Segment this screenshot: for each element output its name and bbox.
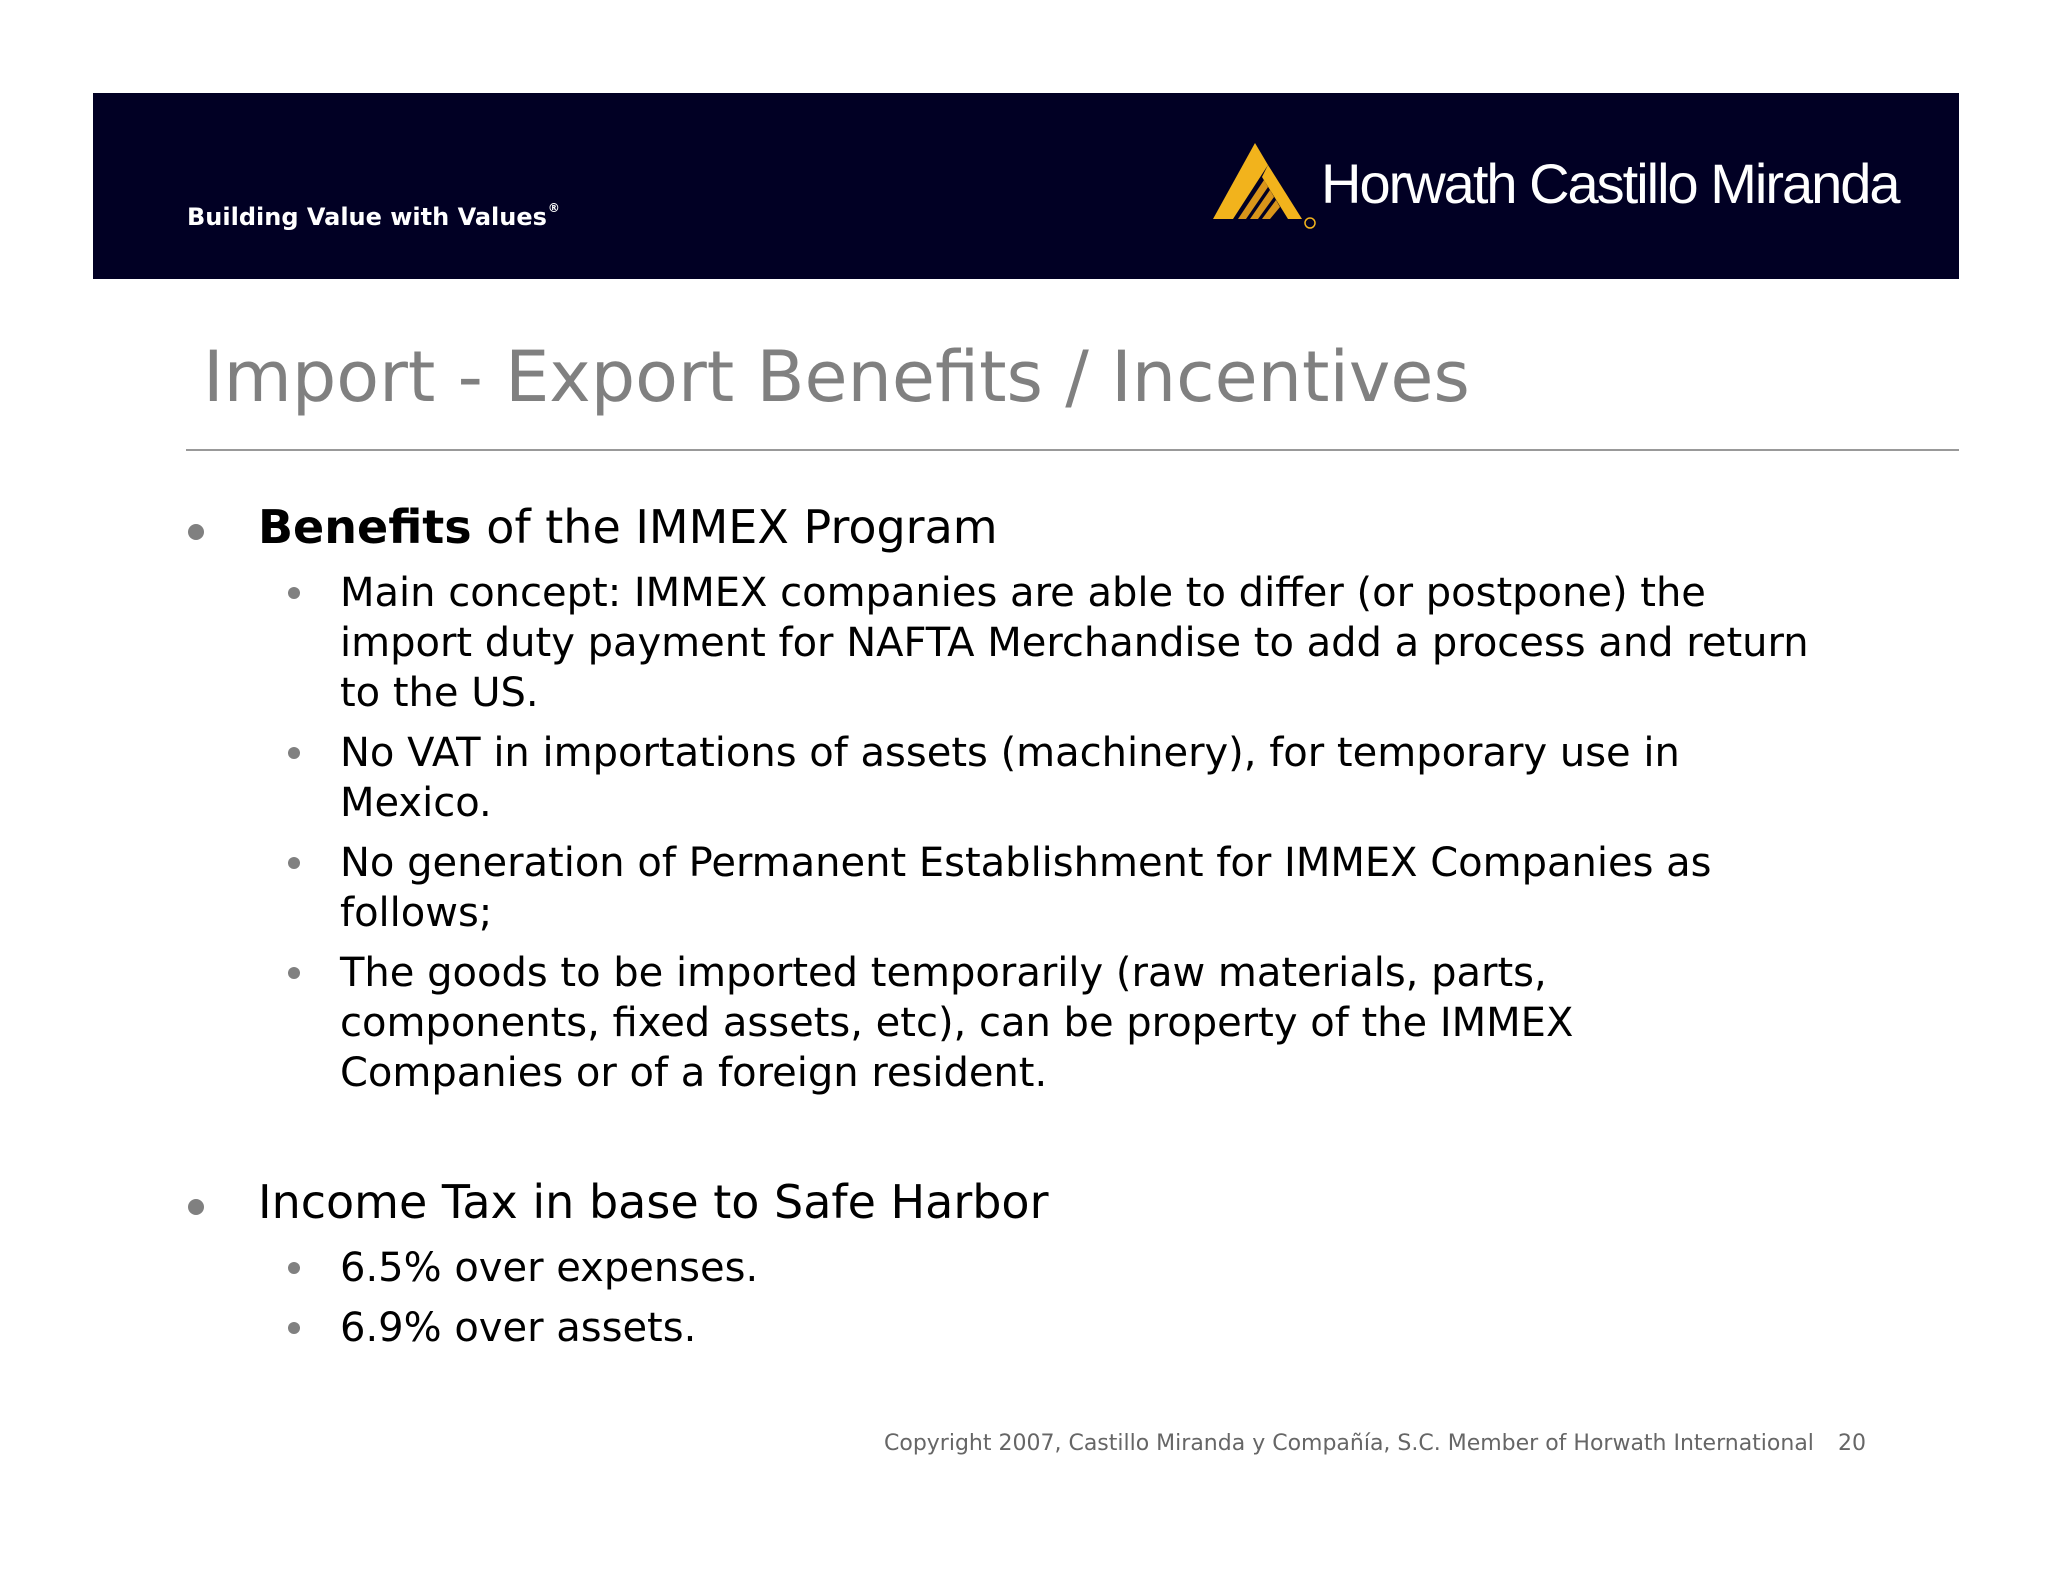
copyright-notice: Copyright 2007, Castillo Miranda y Compañía, S.C. Member of Horwath International bbox=[884, 1431, 1814, 1456]
section-heading-income-tax: Income Tax in base to Safe Harbor bbox=[258, 1175, 1049, 1229]
bullet-dot bbox=[288, 587, 300, 599]
list-item: No generation of Permanent Establishment for IMMEX Companies as follows; bbox=[340, 840, 1712, 936]
tagline-text: Building Value with Values bbox=[187, 203, 547, 231]
bullet-dot bbox=[188, 1199, 204, 1215]
tagline bbox=[187, 203, 560, 231]
list-item: The goods to be imported temporarily (raw materials, parts, components, fixed assets, etc), can be property of the IMMEX Companies or of a foreign resident. bbox=[340, 950, 1574, 1096]
page-number: 20 bbox=[1838, 1431, 1866, 1456]
list-item: 6.5% over expenses. bbox=[340, 1245, 759, 1291]
bullet-dot bbox=[288, 967, 300, 979]
bullet-dot bbox=[288, 747, 300, 759]
slide-title: Import - Export Benefits / Incentives bbox=[203, 336, 1470, 418]
registered-mark: ® bbox=[547, 201, 560, 215]
title-divider bbox=[186, 449, 1959, 451]
bullet-dot bbox=[288, 1262, 300, 1274]
section-heading-benefits bbox=[258, 500, 998, 554]
list-item: 6.9% over assets. bbox=[340, 1305, 697, 1351]
heading-bold-text: Benefits bbox=[258, 500, 472, 554]
bullet-dot bbox=[288, 1322, 300, 1334]
horwath-mountain-logo-icon bbox=[1210, 143, 1320, 231]
bullet-dot bbox=[288, 857, 300, 869]
list-item: No VAT in importations of assets (machinery), for temporary use in Mexico. bbox=[340, 730, 1680, 826]
heading-rest-text: of the IMMEX Program bbox=[471, 500, 998, 554]
brand-name: Horwath Castillo Miranda bbox=[1321, 152, 1899, 215]
header-banner bbox=[93, 93, 1959, 279]
bullet-dot bbox=[188, 524, 204, 540]
list-item: Main concept: IMMEX companies are able to differ (or postpone) the import duty payment for NAFTA Merchandise to add a process and return to the US. bbox=[340, 570, 1809, 716]
